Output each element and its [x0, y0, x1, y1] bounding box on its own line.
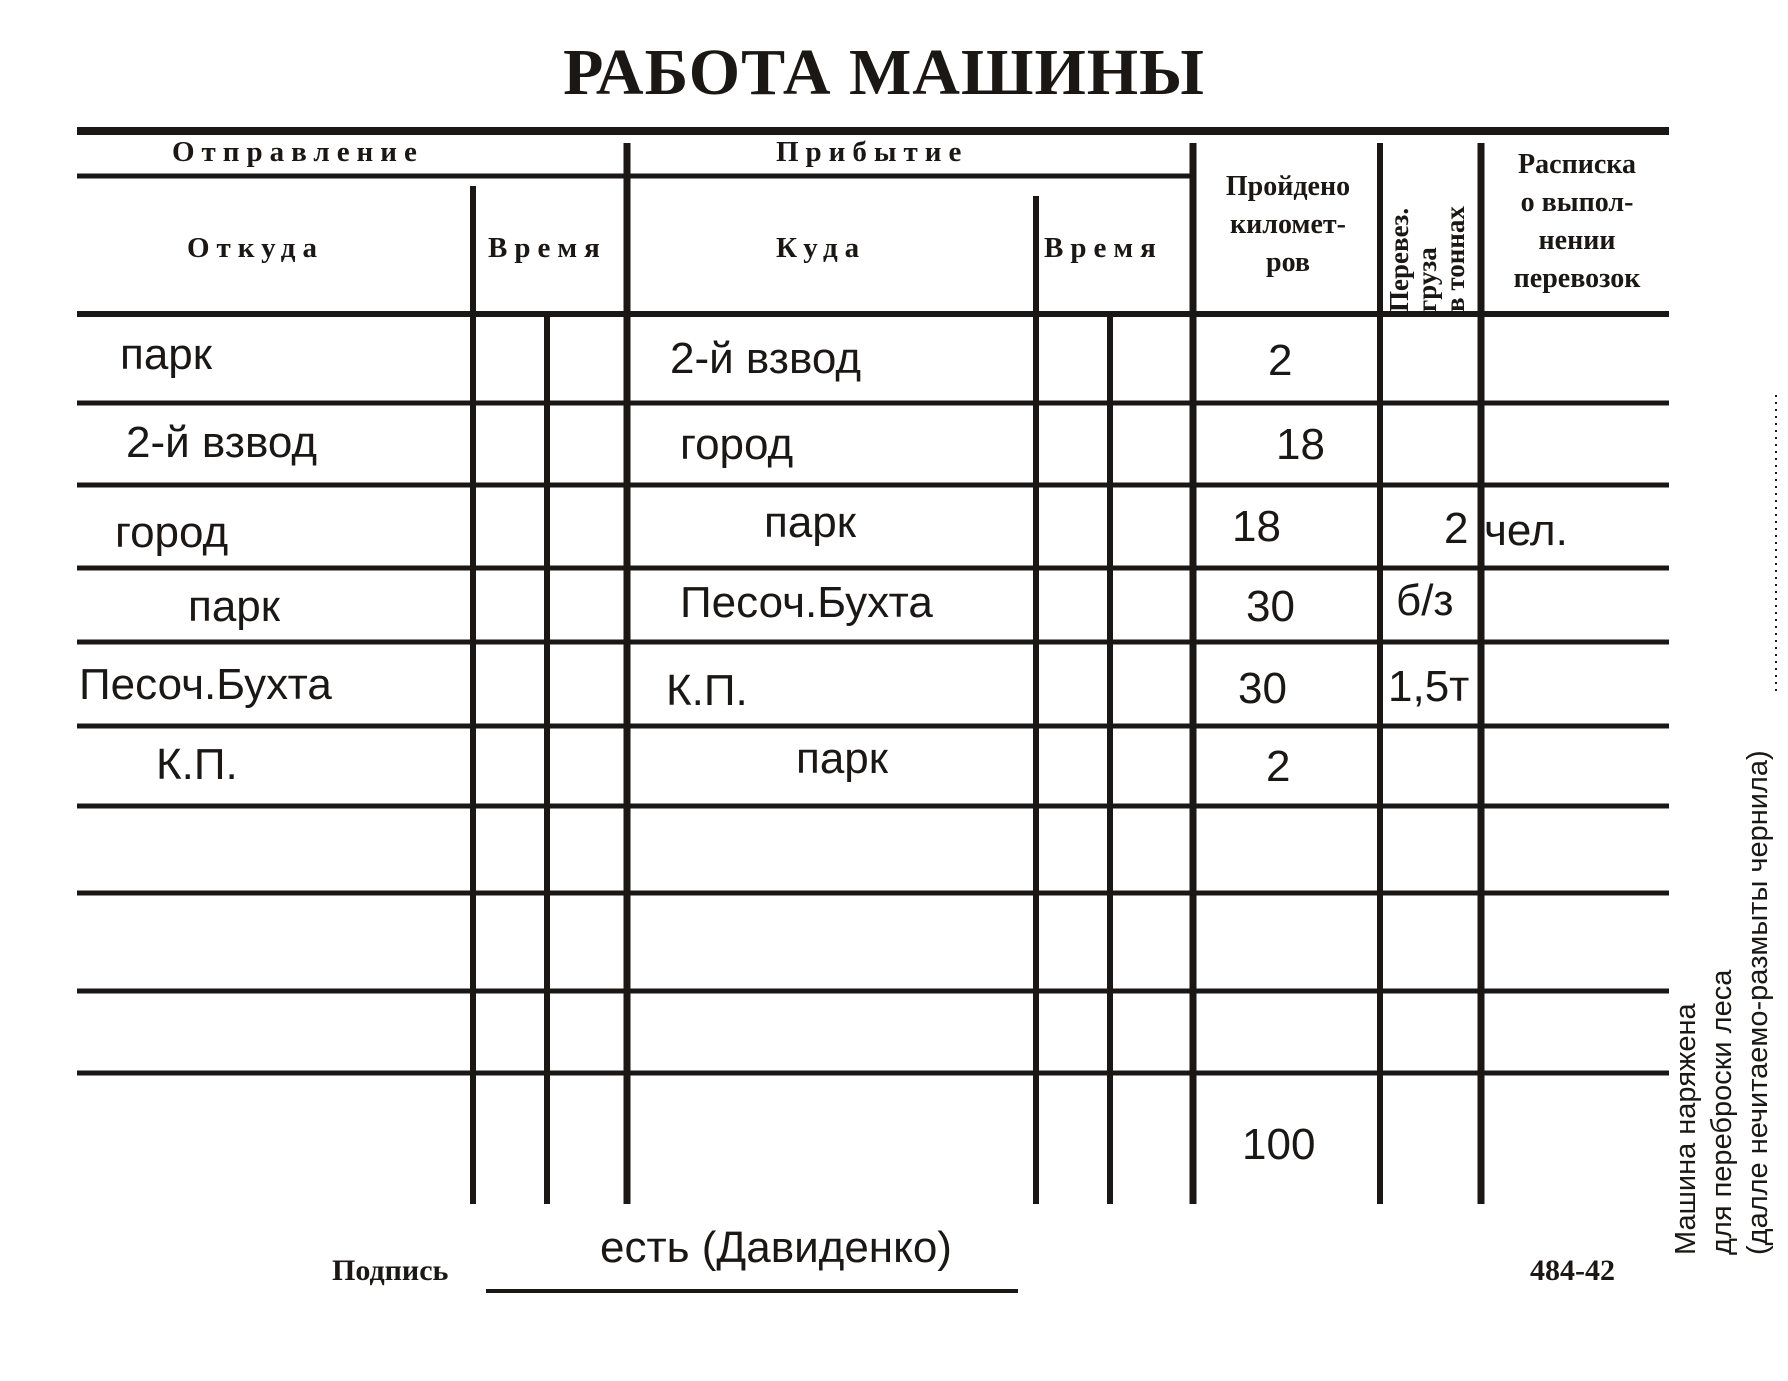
total-km: 100 — [1242, 1120, 1316, 1169]
side-note-dotted-line — [1772, 395, 1780, 695]
header-km-line-3: ров — [1266, 247, 1310, 278]
side-note-line-3: (далле нечитаемо-размыты чернила) — [1742, 750, 1774, 1255]
header-receipt-line-4: перевозок — [1513, 263, 1641, 294]
row-4-km: 30 — [1246, 582, 1295, 631]
row-3-receipt: чел. — [1484, 506, 1568, 555]
row-4-to: Песоч.Бухта — [680, 578, 933, 627]
row-2-from: 2-й взвод — [126, 418, 318, 467]
row-6-km: 2 — [1266, 742, 1291, 791]
row-5-from: Песоч.Бухта — [79, 660, 332, 709]
row-3-cargo: 2 — [1444, 504, 1469, 553]
row-1-to: 2-й взвод — [670, 334, 862, 383]
header-cargo-line-1: Перевез. — [1384, 207, 1414, 312]
signature-value: есть (Давиденко) — [600, 1223, 952, 1272]
row-2-to: город — [680, 420, 794, 469]
row-3-to: парк — [764, 498, 857, 547]
header-receipt-line-2: о выпол- — [1520, 187, 1634, 218]
header-from: Откуда — [187, 232, 324, 264]
row-1-from: парк — [120, 330, 213, 379]
header-arrival: Прибытие — [776, 136, 969, 168]
row-5-km: 30 — [1238, 664, 1287, 713]
header-km — [1203, 168, 1373, 282]
signature-label: Подпись — [332, 1254, 449, 1287]
row-4-cargo: б/з — [1396, 576, 1454, 625]
header-receipt-line-1: Расписка — [1518, 149, 1636, 180]
form-number: 484-42 — [1530, 1254, 1615, 1287]
header-time-departure: Время — [488, 232, 607, 264]
row-2-km: 18 — [1276, 420, 1325, 469]
row-3-from: город — [115, 508, 229, 557]
row-5-cargo: 1,5т — [1388, 662, 1470, 711]
header-km-line-1: Пройдено — [1225, 171, 1351, 202]
header-cargo-line-2: груза — [1412, 247, 1442, 312]
header-receipt-line-3: нении — [1538, 225, 1616, 256]
side-note — [1668, 750, 1776, 1255]
header-departure: Отправление — [172, 136, 424, 168]
side-note-line-2: для переброски леса — [1706, 969, 1738, 1255]
header-receipt — [1484, 146, 1670, 298]
header-to: Куда — [776, 232, 867, 264]
row-4-from: парк — [188, 582, 281, 631]
header-km-line-2: километ- — [1229, 209, 1347, 240]
header-time-arrival: Время — [1044, 232, 1163, 264]
row-6-to: парк — [796, 734, 889, 783]
row-6-from: К.П. — [156, 740, 238, 789]
row-3-km: 18 — [1232, 502, 1281, 551]
header-cargo — [1385, 206, 1469, 312]
signature-line — [486, 1289, 1018, 1293]
row-1-km: 2 — [1268, 336, 1293, 385]
header-cargo-line-3: в тоннах — [1440, 206, 1470, 312]
row-5-to: К.П. — [666, 666, 748, 715]
side-note-line-1: Машина наряжена — [1670, 1003, 1702, 1255]
form-title: РАБОТА МАШИНЫ — [563, 36, 1205, 109]
